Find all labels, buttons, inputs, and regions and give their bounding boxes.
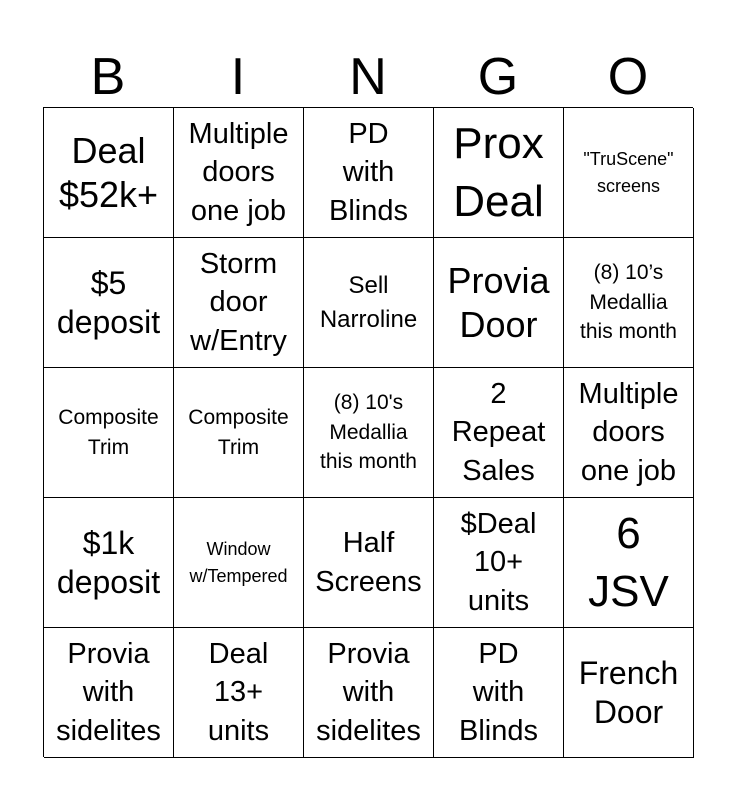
header-letter-i: I [230,48,246,106]
bingo-cell[interactable]: Multiple doors one job [564,368,694,498]
bingo-cell[interactable]: $5 deposit [44,238,174,368]
header-letter-b: B [90,48,126,106]
header-letter-n: N [349,48,387,106]
bingo-cell[interactable]: 2 Repeat Sales [434,368,564,498]
bingo-cell[interactable]: Provia with sidelites [304,628,434,758]
bingo-cell[interactable]: Storm door w/Entry [174,238,304,368]
header-letter-g: G [477,48,519,106]
bingo-cell[interactable]: (8) 10's Medallia this month [304,368,434,498]
bingo-cell[interactable]: Multiple doors one job [174,108,304,238]
bingo-cell[interactable]: Window w/Tempered [174,498,304,628]
bingo-cell[interactable]: Provia Door [434,238,564,368]
bingo-cell[interactable]: $1k deposit [44,498,174,628]
bingo-cell[interactable]: "TruScene" screens [564,108,694,238]
bingo-cell[interactable]: Deal $52k+ [44,108,174,238]
bingo-cell[interactable]: French Door [564,628,694,758]
header-letter-o: O [607,48,649,106]
bingo-cell[interactable]: Composite Trim [174,368,304,498]
bingo-cell[interactable]: PD with Blinds [434,628,564,758]
bingo-cell[interactable]: Half Screens [304,498,434,628]
bingo-cell[interactable]: PD with Blinds [304,108,434,238]
bingo-cell[interactable]: Prox Deal [434,108,564,238]
bingo-cell[interactable]: Sell Narroline [304,238,434,368]
bingo-cell[interactable]: (8) 10’s Medallia this month [564,238,694,368]
bingo-cell[interactable]: $Deal 10+ units [434,498,564,628]
bingo-cell[interactable]: Composite Trim [44,368,174,498]
bingo-cell[interactable]: 6 JSV [564,498,694,628]
bingo-header [43,48,693,106]
bingo-cell[interactable]: Provia with sidelites [44,628,174,758]
bingo-cell[interactable]: Deal 13+ units [174,628,304,758]
bingo-board [43,107,693,757]
